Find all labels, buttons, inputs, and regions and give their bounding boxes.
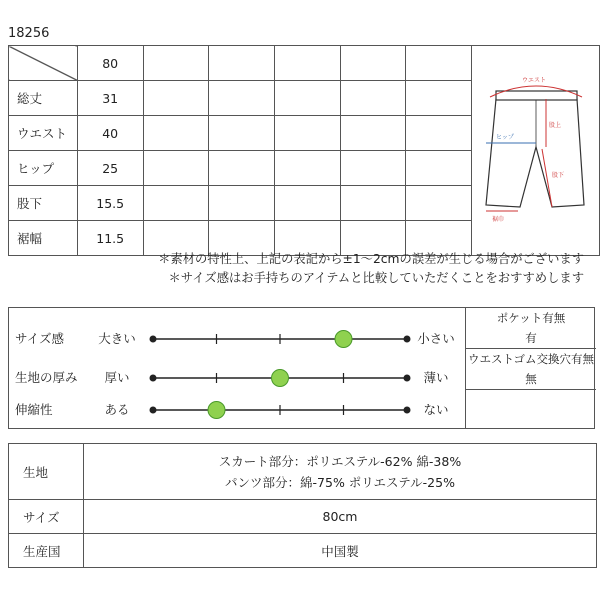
table-row (9, 46, 600, 81)
table-row: 総丈 31 (9, 81, 600, 116)
size-label: サイズ (9, 500, 84, 534)
table-row: 股下 15.5 (9, 186, 600, 221)
feel-row-size: サイズ感 大きい 小さい (9, 329, 465, 349)
scale-marker (335, 331, 352, 348)
spec-table (8, 443, 597, 568)
hem-figure-label: 裾巾 (491, 216, 504, 223)
hip-figure-label: ヒップ (495, 134, 514, 141)
shorts-measurement-illustration (472, 47, 599, 251)
table-row (9, 534, 597, 568)
feel-scale (139, 361, 419, 395)
scale-end-dot (404, 336, 411, 343)
waist-figure-label: ウエスト (521, 77, 546, 84)
rise-figure-label: 股上 (548, 122, 561, 129)
table-row (9, 500, 597, 534)
scale-end-dot (150, 407, 157, 414)
note-line: ＊素材の特性上、上記の表記から±1〜2cmの誤差が生じる場合がございます (158, 252, 584, 266)
inseam-figure-label: 股下 (551, 172, 564, 179)
pocket-label: ポケット有無 (496, 311, 566, 325)
table-row: 裾幅 11.5 (9, 221, 600, 256)
pocket-value: 有 (466, 328, 596, 349)
shorts-diagram (471, 46, 599, 256)
origin-label: 生産国 (9, 534, 84, 568)
feel-row-thickness: 生地の厚み 厚い 薄い (9, 368, 465, 388)
feel-section (8, 307, 595, 429)
feel-scale (139, 322, 419, 356)
size-table (8, 45, 600, 256)
table-row (9, 444, 597, 500)
diagonal-header-cell (9, 46, 78, 81)
size-value: 80cm (84, 500, 597, 534)
size-header-value: 80 (77, 46, 143, 81)
table-row: ウエスト 40 (9, 116, 600, 151)
material-label: 生地 (9, 444, 84, 500)
notes (158, 250, 584, 288)
product-code: 18256 (8, 26, 50, 41)
scale-end-dot (404, 375, 411, 382)
feel-scale (139, 393, 419, 427)
feel-row-stretch: 伸縮性 ある ない (9, 400, 465, 420)
pocket-info-panel (465, 308, 596, 428)
note-line: ＊サイズ感はお手持ちのアイテムと比較していただくことをおすすめします (168, 271, 584, 285)
waist-rubber-value: 無 (466, 369, 596, 390)
scale-marker (208, 402, 225, 419)
table-row: ヒップ 25 (9, 151, 600, 186)
waist-rubber-label: ウエストゴム交換穴有無 (467, 352, 595, 366)
scale-end-dot (150, 336, 157, 343)
scale-end-dot (404, 407, 411, 414)
origin-value: 中国製 (84, 534, 597, 568)
scale-marker (272, 370, 289, 387)
scale-end-dot (150, 375, 157, 382)
material-value: スカート部分：ポリエステル-62% 綿-38% パンツ部分：綿-75% ポリエステル-25% (84, 444, 597, 500)
